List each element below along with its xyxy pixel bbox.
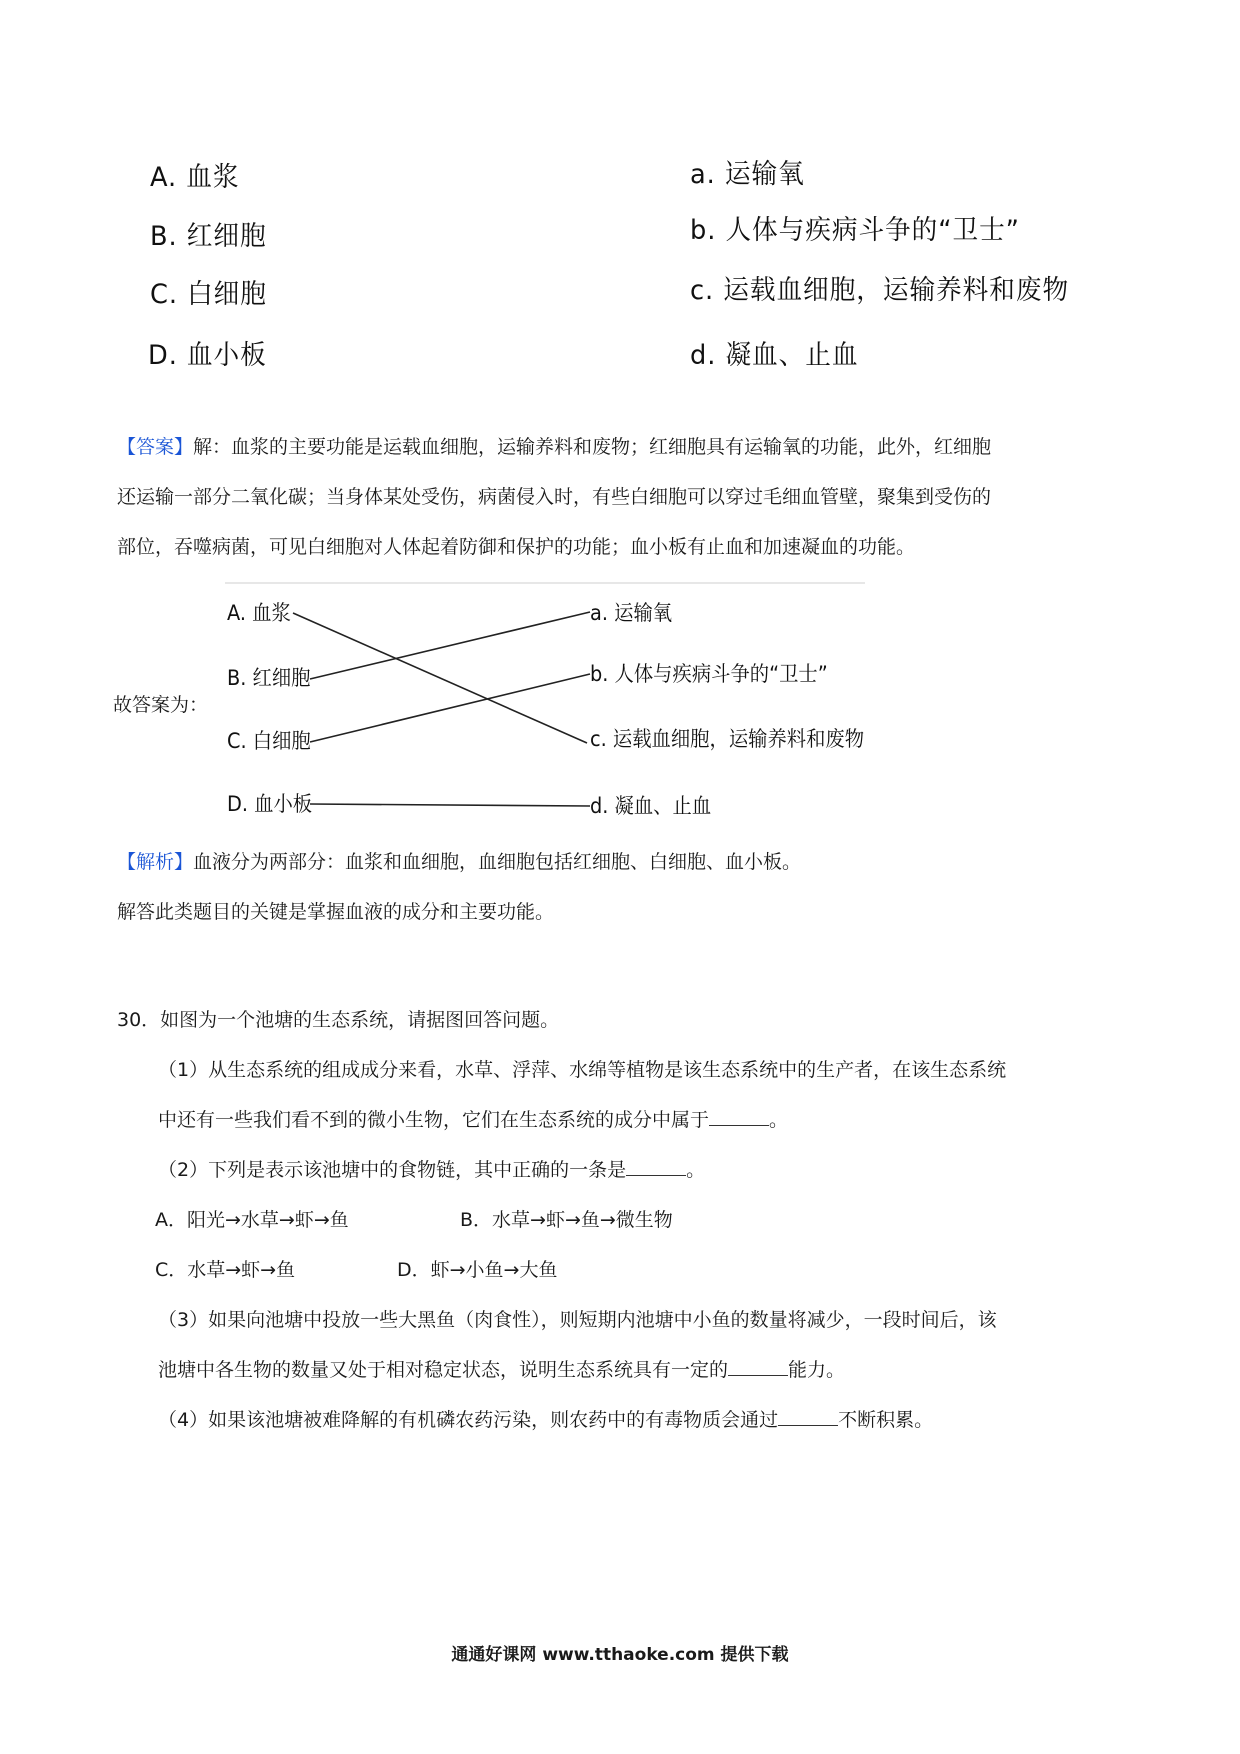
answer-tag: 【答案】 — [117, 436, 194, 458]
q30-part4-text: （4）如果该池塘被难降解的有机磷农药污染，则农药中的有毒物质会通过 — [158, 1409, 779, 1431]
line-d-to-d — [310, 804, 590, 806]
match-right-a: a. 运输氧 — [690, 159, 805, 190]
q30-part1-end: 。 — [769, 1109, 789, 1131]
q30-option-a: A．阳光→水草→虾→鱼 — [155, 1209, 349, 1231]
q30-part4 — [158, 1395, 933, 1445]
q30-part3-line1: （3）如果向池塘中投放一些大黑鱼（肉食性），则短期内池塘中小鱼的数量将减少，一段时间后，该 — [158, 1309, 997, 1331]
answer-paragraph — [117, 422, 1127, 572]
analysis-line-2: 解答此类题目的关键是掌握血液的成分和主要功能。 — [117, 901, 555, 923]
answer-line-1: 解：血浆的主要功能是运载血细胞，运输养料和废物；红细胞具有运输氧的功能，此外，红细胞 — [193, 436, 992, 458]
answer-blank-2[interactable] — [626, 1174, 686, 1176]
line-a-to-c — [293, 613, 587, 743]
answer-line-2: 还运输一部分二氧化碳；当身体某处受伤，病菌侵入时，有些白细胞可以穿过毛细血管壁，聚集到受伤的 — [117, 486, 992, 508]
analysis-paragraph — [117, 837, 1127, 937]
diagram-right-d: d. 凝血、止血 — [590, 794, 712, 818]
answer-blank-1[interactable] — [709, 1124, 769, 1126]
q30-option-d: D．虾→小鱼→大鱼 — [397, 1259, 558, 1281]
match-left-b: B. 红细胞 — [150, 221, 267, 252]
q30-part3-line2: 池塘中各生物的数量又处于相对稳定状态，说明生态系统具有一定的 — [158, 1359, 729, 1381]
match-right-d: d. 凝血、止血 — [690, 340, 859, 371]
q30-stem: 30．如图为一个池塘的生态系统，请据图回答问题。 — [117, 1009, 560, 1031]
analysis-line-1: 血液分为两部分：血浆和血细胞，血细胞包括红细胞、白细胞、血小板。 — [193, 851, 802, 873]
answer-matching-diagram — [215, 582, 865, 827]
q30-part1-line2: 中还有一些我们看不到的微小生物，它们在生态系统的成分中属于 — [158, 1109, 710, 1131]
q30-part3-end: 能力。 — [788, 1359, 846, 1381]
q30-part4-end: 不断积累。 — [838, 1409, 934, 1431]
page-footer: 通通好课网 www.tthaoke.com 提供下载 — [451, 1645, 789, 1665]
answer-blank-3[interactable] — [728, 1374, 788, 1376]
diagram-right-a: a. 运输氧 — [590, 601, 673, 625]
diagram-left-b: B. 红细胞 — [227, 666, 311, 690]
match-left-d: D. 血小板 — [148, 340, 267, 371]
diagram-right-c: c. 运载血细胞，运输养料和废物 — [590, 727, 865, 751]
matching-lines — [215, 582, 865, 827]
q30-part3 — [158, 1295, 1138, 1395]
line-c-to-b — [310, 674, 590, 742]
q30-part1-line1: （1）从生态系统的组成成分来看，水草、浮萍、水绵等植物是该生态系统中的生产者，在该生态系统 — [158, 1059, 1007, 1081]
match-left-a: A. 血浆 — [150, 162, 240, 193]
q30-part2-text: （2）下列是表示该池塘中的食物链，其中正确的一条是 — [158, 1159, 627, 1181]
match-right-c: c. 运载血细胞，运输养料和废物 — [690, 275, 1070, 306]
diagram-left-d: D. 血小板 — [227, 792, 313, 816]
diagram-left-c: C. 白细胞 — [227, 729, 311, 753]
q30-option-c: C．水草→虾→鱼 — [155, 1259, 296, 1281]
diagram-right-b: b. 人体与疾病斗争的“卫士” — [590, 662, 828, 686]
q30-part2-end: 。 — [686, 1159, 706, 1181]
answer-line-3: 部位，吞噬病菌，可见白细胞对人体起着防御和保护的功能；血小板有止血和加速凝血的功能。 — [117, 536, 916, 558]
diagram-left-a: A. 血浆 — [227, 601, 291, 625]
match-right-b: b. 人体与疾病斗争的“卫士” — [690, 215, 1020, 246]
answer-blank-4[interactable] — [778, 1424, 838, 1426]
line-b-to-a — [310, 612, 590, 679]
match-left-c: C. 白细胞 — [150, 279, 267, 310]
q30-option-b: B．水草→虾→鱼→微生物 — [460, 1209, 673, 1231]
q30-part2 — [158, 1145, 705, 1195]
q30-part1 — [158, 1045, 1138, 1145]
final-answer-label: 故答案为： — [113, 694, 209, 716]
analysis-tag: 【解析】 — [117, 851, 194, 873]
